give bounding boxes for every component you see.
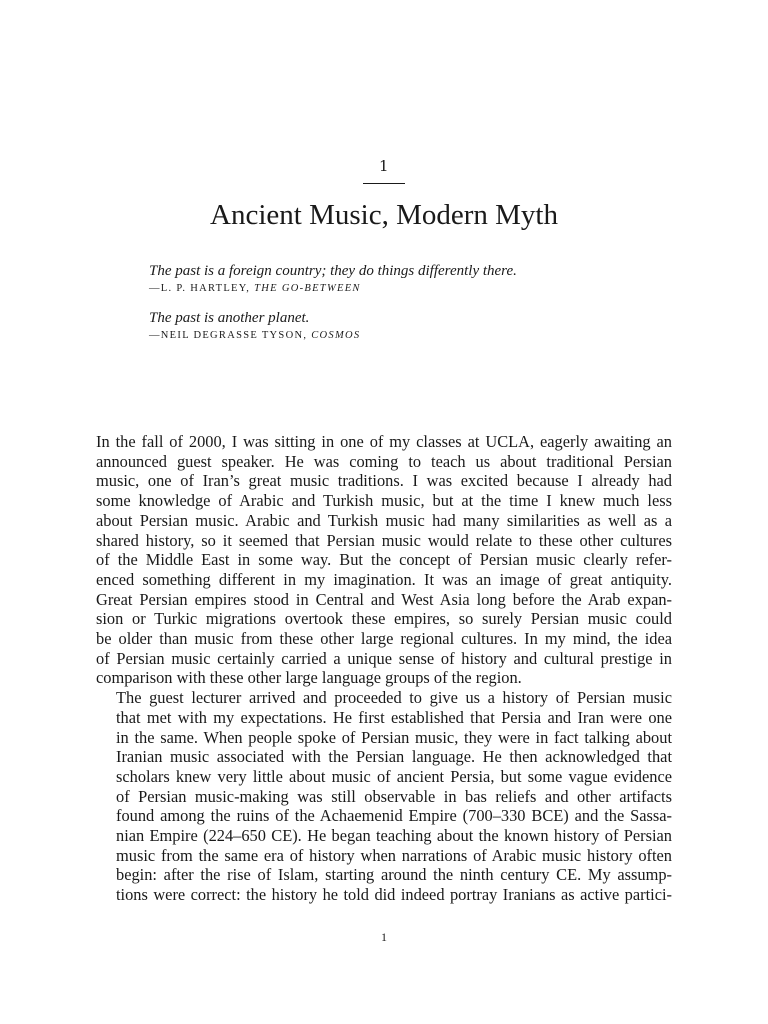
text-line: be older than music from these other large regional cultures. In my mind, the idea	[96, 629, 672, 649]
body-text	[96, 432, 672, 905]
epigraph-work: THE GO-BETWEEN	[254, 283, 361, 294]
chapter-number: 1	[378, 157, 390, 175]
epigraph	[149, 262, 629, 296]
text-line: scholars knew very little about music of ancient Persia, but some vague evidence	[116, 766, 672, 786]
text-line: In the fall of 2000, I was sitting in one of my classes at UCLA, eagerly awaiting an	[96, 432, 672, 451]
epigraph-source	[149, 329, 629, 343]
text-line: of Persian music certainly carried a unique sense of history and cultural prestige in	[96, 648, 672, 668]
paragraph	[96, 688, 672, 905]
epigraph-work: COSMOS	[311, 330, 361, 341]
page-number: 1	[381, 930, 387, 944]
text-line: music from the same era of history when narrations of Arabic music history often	[116, 845, 672, 865]
epigraph-author: —NEIL DEGRASSE TYSON,	[149, 330, 312, 341]
chapter-title: Ancient Music, Modern Myth	[210, 199, 558, 231]
text-line: found among the ruins of the Achaemenid Empire (700–330 BCE) and the Sassa-	[116, 806, 672, 826]
text-line: in the same. When people spoke of Persian music, they were in fact talking about	[116, 727, 672, 747]
text-line: music, one of Iran’s great music traditions. I was excited because I already had	[96, 471, 672, 491]
text-line: Iranian music associated with the Persian language. He then acknowledged that	[116, 747, 672, 767]
text-line: nian Empire (224–650 CE). He began teaching about the known history of Persian	[116, 826, 672, 846]
epigraph	[149, 309, 629, 343]
epigraph-source	[149, 282, 629, 296]
epigraph-quote: The past is another planet.	[149, 310, 310, 326]
text-line: sion or Turkic migrations overtook these empires, so surely Persian music could	[96, 609, 672, 629]
text-line: Great Persian empires stood in Central and West Asia long before the Arab expan-	[96, 589, 672, 609]
text-line: that met with my expectations. He first established that Persia and Iran were one	[116, 707, 672, 727]
epigraphs	[149, 262, 629, 343]
text-line: begin: after the rise of Islam, starting around the ninth century CE. My assump-	[116, 865, 672, 885]
text-line: of the Middle East in some way. But the concept of Persian music clearly refer-	[96, 550, 672, 570]
epigraph-author: —L. P. HARTLEY,	[149, 283, 255, 294]
chapter-rule	[363, 183, 405, 184]
text-line: of Persian music-making was still observable in bas reliefs and other artifacts	[116, 786, 672, 806]
epigraph-quote: The past is a foreign country; they do things differently there.	[149, 263, 517, 279]
text-line: some knowledge of Arabic and Turkish music, but at the time I knew much less	[96, 491, 672, 511]
text-line: The guest lecturer arrived and proceeded to give us a history of Persian music	[116, 688, 672, 708]
text-line: comparison with these other large language groups of the region.	[96, 668, 522, 688]
text-line: shared history, so it seemed that Persian music would relate to these other cultures	[96, 530, 672, 550]
paragraph	[96, 432, 672, 688]
text-line: announced guest speaker. He was coming to teach us about traditional Persian	[96, 451, 672, 471]
text-line: about Persian music. Arabic and Turkish music had many similarities as well as a	[96, 510, 672, 530]
text-line: tions were correct: the history he told did indeed portray Iranians as active partici-	[116, 885, 672, 905]
text-line: enced something different in my imagination. It was an image of great antiquity.	[96, 569, 672, 589]
